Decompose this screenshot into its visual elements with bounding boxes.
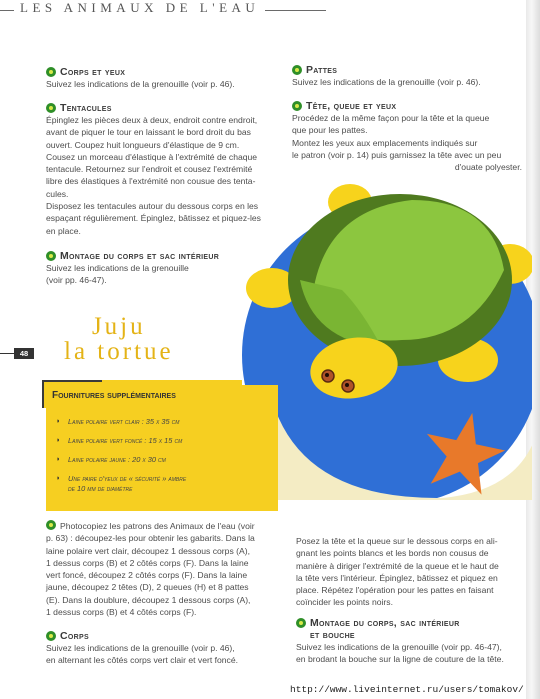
margin-rule [0,353,14,354]
heading-tete-queue: Tête, queue et yeux [292,100,522,112]
arrow-icon: ◗ [56,475,61,482]
heading-tentacules: Tentacules [46,102,282,114]
supplies-box [46,385,278,511]
montage-corps-text: Suivez les indications de la grenouille (voir pp. 46-47). [46,263,189,286]
section-corps-yeux [46,66,282,90]
arrow-icon: ◗ [56,437,61,444]
bullet-icon [46,631,56,641]
pupil-right [345,383,349,387]
heading-montage-bouche-line2: et bouche [310,629,355,641]
supply-item: ◗ Laine polaire jaune : 20 x 30 cm [56,455,166,464]
bullet-icon [292,65,302,75]
tete-queue-text: Procédez de la même façon pour la tête et la queue que pour les pattes. Montez les yeux aux emplacements indiqués sur le patron (voir p. 14) puis garnissez la tête avec un peu d'ouate polyester. [292,113,522,173]
section-montage-bouche [296,617,524,666]
arrow-icon: ◗ [56,456,61,463]
heading-corps-yeux: Corps et yeux [46,66,282,78]
heading-montage-bouche: Montage du corps, sac intérieur [296,617,524,629]
bullet-icon [296,618,306,628]
supply-item: ◗ Laine polaire vert foncé : 15 x 15 cm [56,436,183,445]
montage-bouche-text: Suivez les indications de la grenouille (voir pp. 46-47), en brodant la bouche sur la ligne de couture de la tête. [296,642,504,665]
pupil-left [325,373,329,377]
bullet-icon [46,520,56,530]
running-head [0,0,326,22]
supplies-list [56,417,186,503]
page-title [64,314,174,364]
supply-item: ◗ Laine polaire vert clair : 35 x 35 cm [56,417,180,426]
bullet-icon [46,103,56,113]
section-corps [46,630,282,667]
pattes-text: Suivez les indications de la grenouille (voir p. 46). [292,77,481,87]
supplies-heading: Fournitures supplémentaires [42,380,242,408]
section-tete-queue [292,100,522,173]
title-line-2: la tortue [64,338,174,365]
supply-item-continued: de 10 mm de diamètre [68,484,133,493]
supply-item: ◗ Une paire d'yeux de « sécurité » ambre [56,474,187,483]
bullet-icon [46,67,56,77]
bullet-icon [46,251,56,261]
title-line-1: Juju [91,313,146,340]
corps-yeux-text: Suivez les indications de la grenouille (voir p. 46). [46,79,235,89]
tentacules-text: Épinglez les pièces deux à deux, endroit contre endroit, avant de piquer le tour en laissant le bord droit du bas ouvert. Coupez huit longueurs d'élastique de 9 cm. Cousez un morceau d'élastique à l'extrémité de chaque tentacule. Retournez sur l'endroit et cousez l'extrémité libre des élastiques à l'extrémité non cousue des tenta- cules. Disposez les tentacules autour du dessous corps en les espaçant régulièrement. Épinglez, bâtissez et piquez-les en place. [46,115,261,236]
section-intro-patrons: Photocopiez les patrons des Animaux de l'eau (voir p. 63) : découpez-les pour obtenir les gabarits. Dans la laine polaire vert clair, découpez 1 dessous corps (A), 1 dessus corps (B) et 2 côtés corps (F). Dans la laine vert foncé, découpez 2 côtés corps (F). Dans la laine jaune, découpez 2 têtes (D), 2 queues (H) et 8 pattes (E). Dans la doublure, découpez 1 dessous corps (A), 1 dessus corps (B) et 4 côtés corps (F). [46,521,255,618]
page-number: 48 [14,348,34,359]
running-head-title: LES ANIMAUX DE L'EAU [14,0,265,16]
heading-pattes: Pattes [292,64,520,76]
arrow-icon: ◗ [56,418,61,425]
section-pattes [292,64,520,88]
footer-url: http://www.liveinternet.ru/users/tomakov/ [290,684,524,695]
bullet-icon [292,101,302,111]
heading-montage-corps: Montage du corps et sac intérieur [46,250,282,262]
corps-text: Suivez les indications de la grenouille (voir p. 46), en alternant les côtés corps vert clair et vert foncé. [46,643,239,666]
turtle-photo [242,180,532,500]
section-assemblage: Posez la tête et la queue sur le dessous corps en ali- gnant les points blancs et les bords non cousus de manière à diriger l'extrémité de la queue et le haut de la tête vers l'intérieur. Épinglez, bâtissez et piquez en place. Répétez l'opération pour les pattes en faisant coïncider les points noirs. [296,536,499,608]
heading-corps: Corps [46,630,282,642]
